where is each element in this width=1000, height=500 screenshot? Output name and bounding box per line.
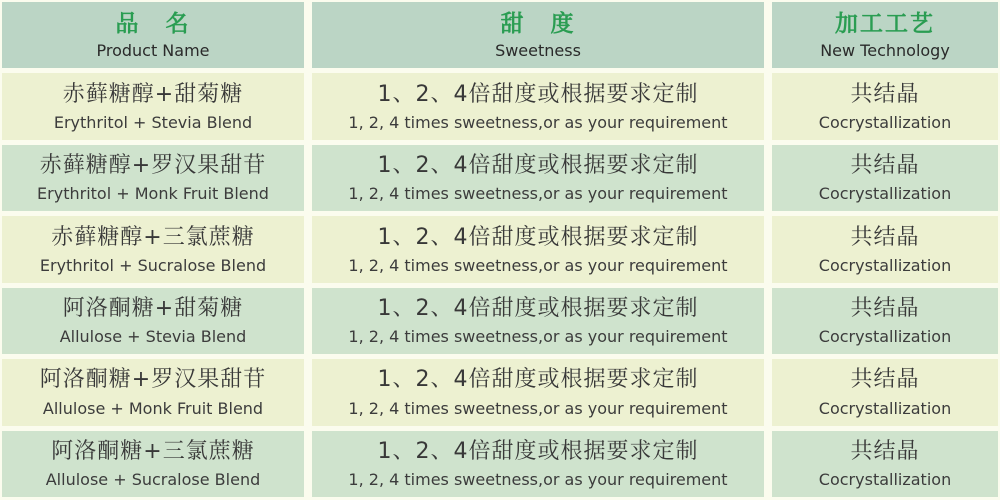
product-name-en: Allulose + Monk Fruit Blend — [42, 398, 264, 418]
sweetness-zh: 1、2、4倍甜度或根据要求定制 — [377, 367, 699, 393]
technology-cell — [772, 359, 998, 425]
sweetness-cell — [312, 359, 764, 425]
sweetness-en: 1, 2, 4 times sweetness,or as your requirement — [348, 398, 728, 418]
technology-zh: 共结晶 — [850, 438, 920, 464]
technology-zh: 共结晶 — [850, 153, 920, 179]
sweetness-en: 1, 2, 4 times sweetness,or as your requirement — [348, 184, 728, 204]
sweetness-cell — [312, 145, 764, 211]
technology-en: Cocrystallization — [818, 184, 952, 204]
product-name-cell — [2, 145, 304, 211]
technology-cell — [772, 288, 998, 354]
product-name-en: Allulose + Stevia Blend — [59, 327, 247, 347]
product-name-zh: 阿洛酮糖+罗汉果甜苷 — [39, 367, 267, 393]
product-name-en: Allulose + Sucralose Blend — [45, 470, 261, 490]
sweetness-en: 1, 2, 4 times sweetness,or as your requirement — [348, 470, 728, 490]
product-name-cell — [2, 288, 304, 354]
header-sweetness-en: Sweetness — [495, 41, 581, 61]
product-name-cell — [2, 431, 304, 497]
technology-cell — [772, 431, 998, 497]
sweetness-cell — [312, 431, 764, 497]
product-name-zh: 赤藓糖醇+三氯蔗糖 — [51, 224, 255, 250]
technology-cell — [772, 73, 998, 139]
sweetness-cell — [312, 73, 764, 139]
sweetness-zh: 1、2、4倍甜度或根据要求定制 — [377, 224, 699, 250]
sweetness-cell — [312, 216, 764, 282]
technology-cell — [772, 216, 998, 282]
header-cell-sweetness — [312, 2, 764, 68]
header-product-name-zh: 品 名 — [115, 10, 191, 37]
product-name-cell — [2, 73, 304, 139]
technology-en: Cocrystallization — [818, 255, 952, 275]
header-cell-product-name — [2, 2, 304, 68]
technology-zh: 共结晶 — [850, 81, 920, 107]
product-name-cell — [2, 216, 304, 282]
technology-en: Cocrystallization — [818, 113, 952, 133]
sweetness-en: 1, 2, 4 times sweetness,or as your requirement — [348, 327, 728, 347]
technology-zh: 共结晶 — [850, 295, 920, 321]
sweetness-cell — [312, 288, 764, 354]
technology-zh: 共结晶 — [850, 367, 920, 393]
sweetness-en: 1, 2, 4 times sweetness,or as your requirement — [348, 255, 728, 275]
header-technology-zh: 加工工艺 — [835, 10, 935, 37]
product-name-zh: 阿洛酮糖+甜菊糖 — [62, 295, 244, 321]
technology-en: Cocrystallization — [818, 398, 952, 418]
sweetness-zh: 1、2、4倍甜度或根据要求定制 — [377, 81, 699, 107]
header-sweetness-zh: 甜 度 — [500, 10, 576, 37]
technology-en: Cocrystallization — [818, 470, 952, 490]
header-product-name-en: Product Name — [96, 41, 210, 61]
product-name-zh: 阿洛酮糖+三氯蔗糖 — [51, 438, 255, 464]
sweetness-zh: 1、2、4倍甜度或根据要求定制 — [377, 295, 699, 321]
product-name-en: Erythritol + Monk Fruit Blend — [37, 184, 269, 204]
sweetness-en: 1, 2, 4 times sweetness,or as your requirement — [348, 113, 728, 133]
product-name-en: Erythritol + Sucralose Blend — [39, 255, 267, 275]
product-name-cell — [2, 359, 304, 425]
sweetness-zh: 1、2、4倍甜度或根据要求定制 — [377, 438, 699, 464]
header-technology-en: New Technology — [820, 41, 950, 61]
product-name-zh: 赤藓糖醇+罗汉果甜苷 — [39, 153, 267, 179]
technology-en: Cocrystallization — [818, 327, 952, 347]
technology-cell — [772, 145, 998, 211]
sweetness-zh: 1、2、4倍甜度或根据要求定制 — [377, 153, 699, 179]
product-name-en: Erythritol + Stevia Blend — [53, 113, 253, 133]
product-name-zh: 赤藓糖醇+甜菊糖 — [62, 81, 244, 107]
technology-zh: 共结晶 — [850, 224, 920, 250]
header-cell-technology — [772, 2, 998, 68]
